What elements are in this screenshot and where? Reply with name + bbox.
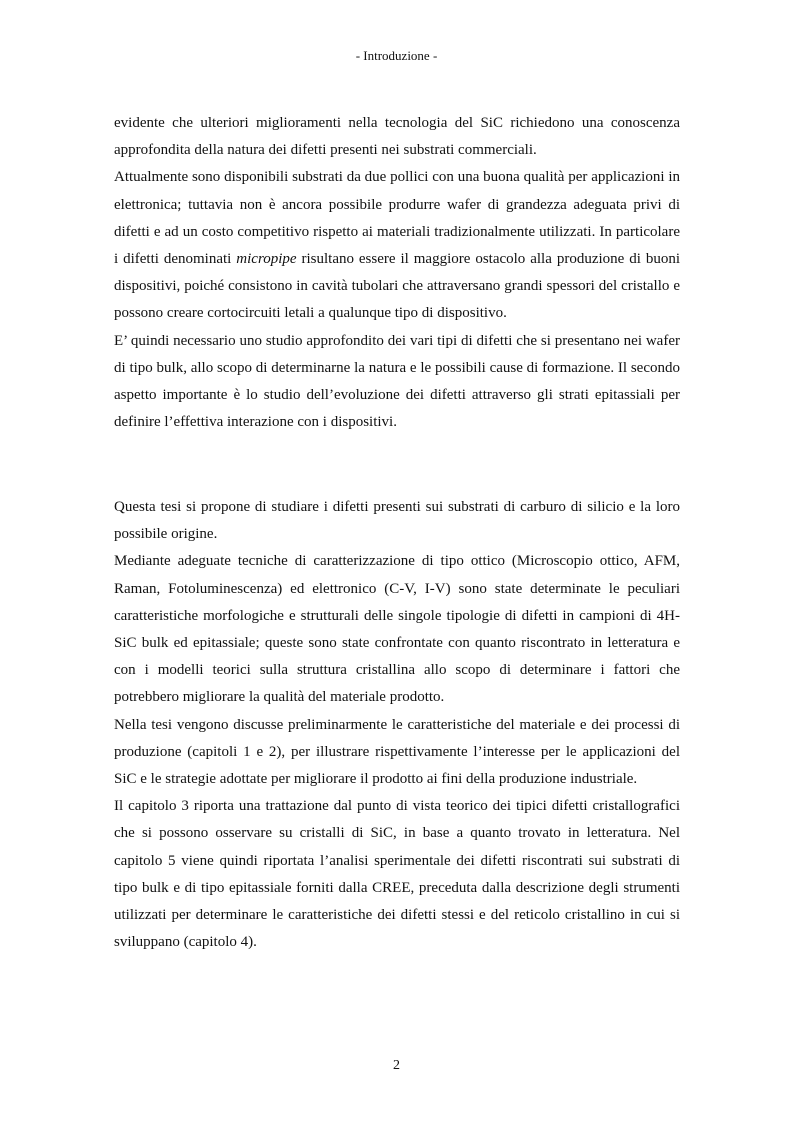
paragraph-substrates — [114, 164, 680, 327]
paragraph-study-need: E’ quindi necessario uno studio approfondito dei vari tipi di difetti che si presentano nei wafer di tipo bulk, allo scopo di determinarne la natura e le possibili cause di formazione. Il secondo aspetto importante è lo studio dell’evoluzione dei difetti attraverso gli strati epitassiali per definire l’effettiva interazione con i dispositivi. — [114, 332, 680, 431]
paragraph-continued: evidente che ulteriori miglioramenti nella tecnologia del SiC richiedono una conoscenza approfondita della natura dei difetti presenti nei substrati commerciali. — [114, 115, 680, 159]
section-thesis-aims — [114, 494, 680, 956]
paragraph-thesis-purpose: Questa tesi si propone di studiare i difetti presenti sui substrati di carburo di silicio e la loro possibile origine. — [114, 499, 680, 543]
paragraph-chapters-3-5: Il capitolo 3 riporta una trattazione dal punto di vista teorico dei tipici difetti cristallografici che si possono osservare su cristalli di SiC, in base a quanto trovato in letteratura. Nel capitolo 5 viene quindi riportata l’analisi sperimentale dei difetti riscontrati sui substrati di tipo bulk e di tipo epitassiale forniti dalla CREE, preceduta dalla descrizione degli strumenti utilizzati per determinare le caratteristiche dei difetti stessi e del reticolo cristallino in cui si sviluppano (capitolo 4). — [114, 798, 680, 951]
page-number: 2 — [393, 1058, 400, 1073]
section-continuation — [114, 110, 680, 436]
micropipe-term: micropipe — [236, 251, 297, 268]
paragraph-substrates-text-b: risultano essere il maggiore ostacolo alla produzione di buoni dispositivi, poiché consistono in cavità tubolari che attraversano grandi spessori del cristallo e possono creare cortocircuiti letali a qualunque tipo di dispositivo. — [114, 251, 680, 322]
paragraph-characterization: Mediante adeguate tecniche di caratterizzazione di tipo ottico (Microscopio ottico, AFM, Raman, Fotoluminescenza) ed elettronico (C-V, I-V) sono state determinate le peculiari caratteristiche morfologiche e strutturali delle singole tipologie di difetti in campioni di 4H-SiC bulk ed epitassiale; queste sono state confrontate con quanto riscontrato in letteratura e con i modelli teorici sulla struttura cristallina allo scopo di determinare i fattori che potrebbero migliorare la qualità del materiale prodotto. — [114, 553, 680, 706]
running-header: - Introduzione - — [355, 48, 438, 63]
paragraph-substrates-text-a: Attualmente sono disponibili substrati da due pollici con una buona qualità per applicazioni in elettronica; tuttavia non è ancora possibile produrre wafer di grandezza adeguata privi di difetti e ad un costo competitivo rispetto ai materiali tradizionalmente utilizzati. In particolare i difetti denominati — [114, 169, 680, 268]
paragraph-chapters-1-2: Nella tesi vengono discusse preliminarmente le caratteristiche del materiale e dei processi di produzione (capitoli 1 e 2), per illustrare rispettivamente l’interesse per le applicazioni del SiC e le strategie adottate per migliorare il prodotto ai fini della produzione industriale. — [114, 716, 680, 788]
